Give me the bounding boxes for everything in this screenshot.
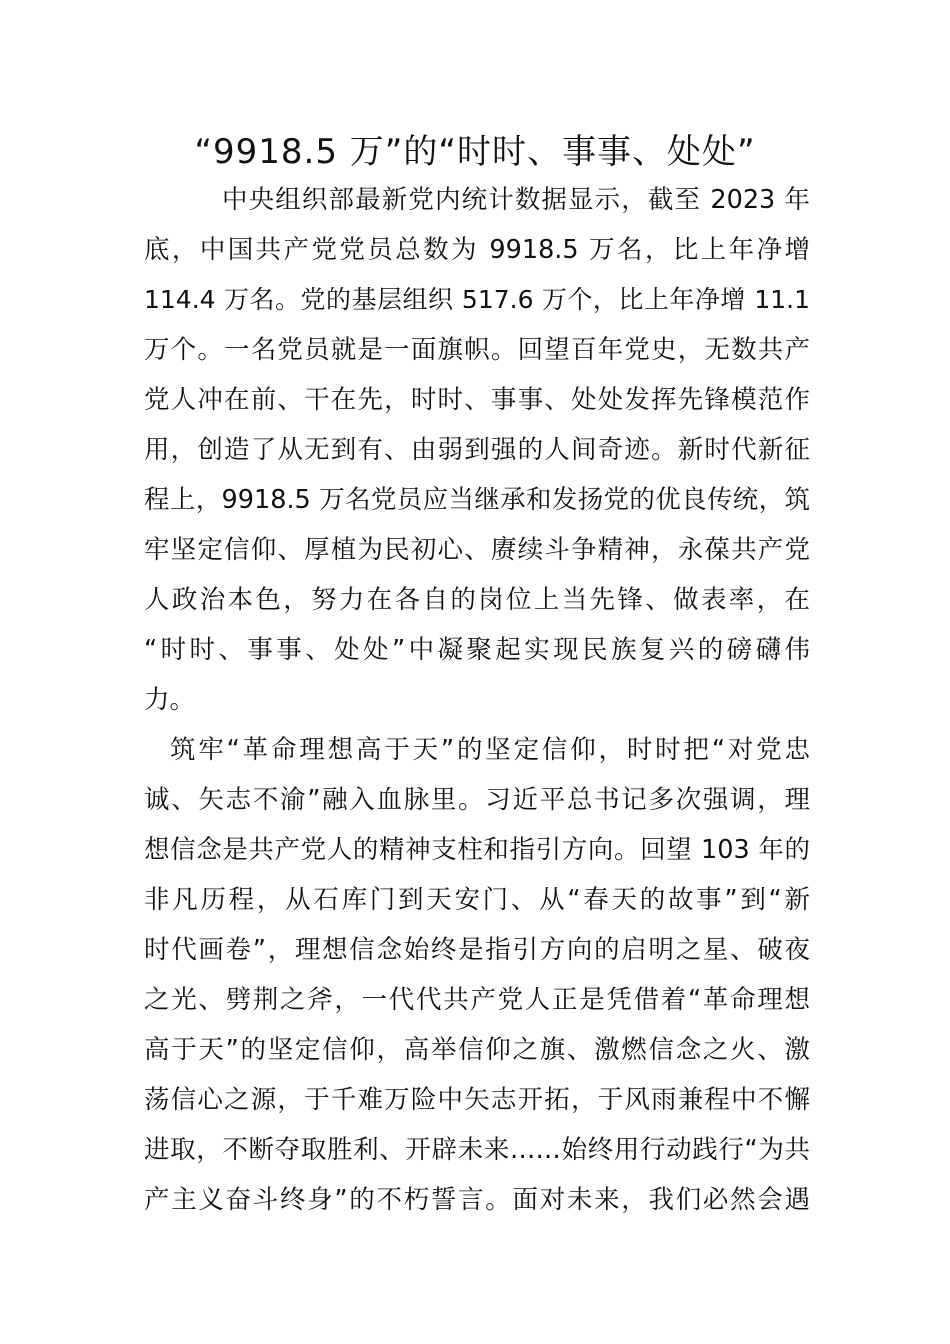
paragraph-line: 程上，9918.5 万名党员应当继承和发扬党的优良传统，筑	[144, 485, 810, 515]
paragraph-line: 牢坚定信仰、厚植为民初心、赓续斗争精神，永葆共产党	[144, 535, 810, 565]
paragraph-line: 想信念是共产党人的精神支柱和指引方向。回望 103 年的	[144, 835, 810, 865]
paragraph-line: 党人冲在前、干在先，时时、事事、处处发挥先锋模范作	[144, 385, 810, 415]
paragraph-line: 非凡历程，从石库门到天安门、从“春天的故事”到“新	[144, 885, 810, 915]
paragraph-line: 时代画卷”，理想信念始终是指引方向的启明之星、破夜	[144, 935, 810, 965]
paragraph-line: 万个。一名党员就是一面旗帜。回望百年党史，无数共产	[144, 335, 810, 365]
paragraph-line: 114.4 万名。党的基层组织 517.6 万个，比上年净增 11.1	[144, 285, 810, 314]
paragraph-line: 荡信心之源，于千难万险中矢志开拓，于风雨兼程中不懈	[144, 1085, 810, 1115]
paragraph-line: 力。	[144, 685, 196, 715]
paragraph-line: 进取，不断夺取胜利、开辟未来……始终用行动践行“为共	[144, 1135, 810, 1165]
document-title: “9918.5 万”的“时时、事事、处处”	[194, 132, 756, 172]
paragraph-line: 底，中国共产党党员总数为 9918.5 万名，比上年净增	[144, 235, 810, 265]
paragraph-line: 用，创造了从无到有、由弱到强的人间奇迹。新时代新征	[144, 435, 810, 465]
paragraph-line: 人政治本色，努力在各自的岗位上当先锋、做表率，在	[144, 585, 810, 615]
paragraph-line: 筑牢“革命理想高于天”的坚定信仰，时时把“对党忠	[170, 735, 810, 765]
paragraph-line: “时时、事事、处处”中凝聚起实现民族复兴的磅礴伟	[144, 635, 810, 665]
paragraph-line: 中央组织部最新党内统计数据显示，截至 2023 年	[222, 185, 810, 215]
paragraph-line: 高于天”的坚定信仰，高举信仰之旗、激燃信念之火、激	[144, 1035, 810, 1065]
paragraph-line: 产主义奋斗终身”的不朽誓言。面对未来，我们必然会遇	[144, 1185, 810, 1215]
paragraph-line: 之光、劈荆之斧，一代代共产党人正是凭借着“革命理想	[144, 985, 810, 1015]
paragraph-line: 诚、矢志不渝”融入血脉里。习近平总书记多次强调，理	[144, 785, 810, 815]
